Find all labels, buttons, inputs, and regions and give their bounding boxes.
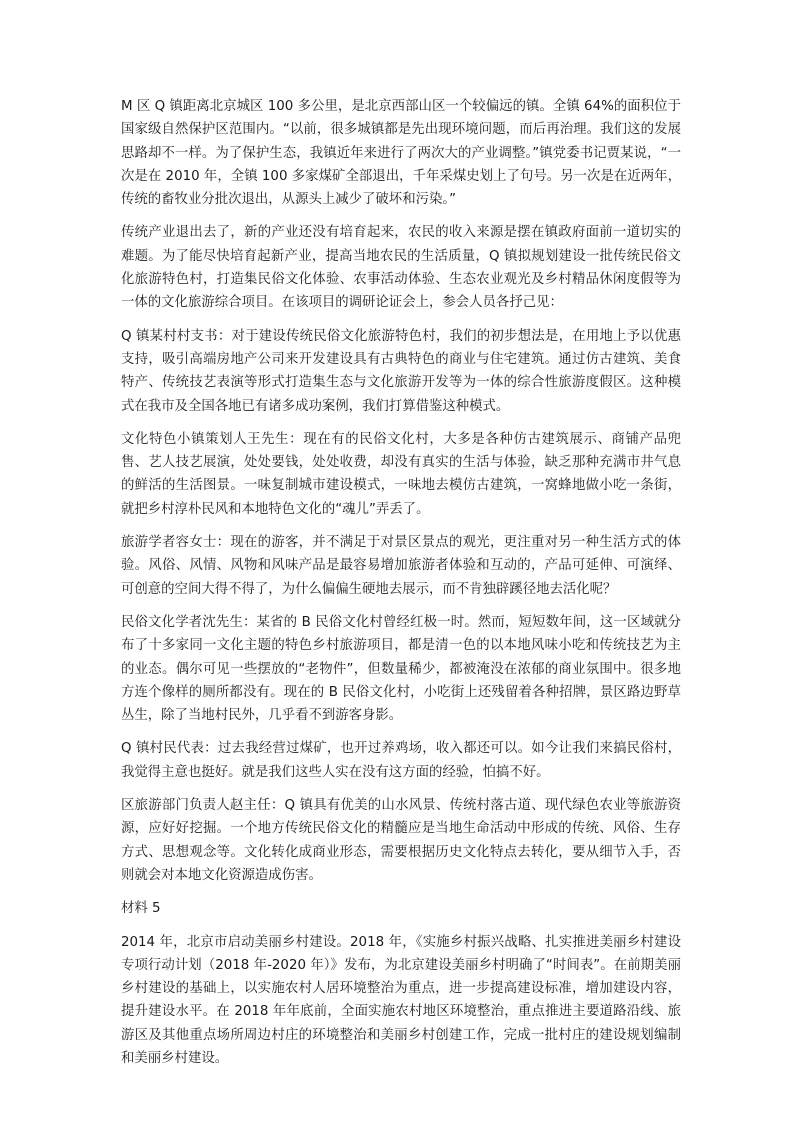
paragraph-villager-representative: Q 镇村民代表：过去我经营过煤矿，也开过养鸡场，收入都还可以。如今让我们来搞民俗村，我觉得主意也挺好。就是我们这些人实在没有这方面的经验，怕搞不好。	[121, 741, 681, 780]
paragraph-director-zhao: 区旅游部门负责人赵主任：Q 镇具有优美的山水风景、传统村落古道、现代绿色农业等旅游资源，应好好挖掘。一个地方传统民俗文化的精髓应是当地生命活动中形成的传统、风俗、生存方式、思想观念等。文化转化成商业形态，需要根据历史文化特点去转化，要从细节入手，否则就会对本地文化资源造成伤害。	[121, 798, 681, 883]
paragraph-industry-transition: 传统产业退出去了，新的产业还没有培育起来，农民的收入来源是摆在镇政府面前一道切实的难题。为了能尽快培育起新产业，提高当地农民的生活质量，Q 镇拟规划建设一批传统民俗文化旅游特色村，打造集民俗文化体验、农事活动体验、生态农业观光及乡村精品休闲度假等为一体的文化旅游综合项目。在该项目的调研论证会上，参会人员各抒己见：	[121, 225, 681, 311]
paragraph-q-town-intro: M 区 Q 镇距离北京城区 100 多公里，是北京西部山区一个较偏远的镇。全镇 64%的面积位于国家级自然保护区范围内。“以前，很多城镇都是先出现环境问题，而后再治理。我们这的发展思路却不一样。为了保护生态，我镇近年来进行了两次大的产业调整。”镇党委书记贾某说，“一次是在 2010 年，全镇 100 多家煤矿全部退出，千年采煤史划上了句号。另一次是在近两年，传统的畜牧业分批次退出，从源头上减少了破坏和污染。”	[121, 99, 681, 208]
paragraph-beautiful-village: 2014 年，北京市启动美丽乡村建设。2018 年，《实施乡村振兴战略、扎实推进美丽乡村建设专项行动计划（2018 年-2020 年）》发布，为北京建设美丽乡村明确了“时间表”。在前期美丽乡村建设的基础上，以实施农村人居环境整治为重点，进一步提高建设标准，增加建设内容，提升建设水平。在 2018 年年底前，全面实施农村地区环境整治，重点推进主要道路沿线、旅游区及其他重点场所周边村庄的环境整治和美丽乡村创建工作，完成一批村庄的建设规划编制和美丽乡村建设。	[121, 934, 681, 1066]
paragraph-scholar-shen: 民俗文化学者沈先生：某省的 B 民俗文化村曾经红极一时。然而，短短数年间，这一区域就分布了十多家同一文化主题的特色乡村旅游项目，都是清一色的以本地风味小吃和传统技艺为主的业态。偶尔可见一些摆放的“老物件”，但数量稀少，都被淹没在浓郁的商业氛围中。很多地方连个像样的厕所都没有。现在的 B 民俗文化村，小吃街上还残留着各种招牌，景区路边野草丛生，除了当地村民外，几乎看不到游客身影。	[121, 614, 681, 724]
paragraph-village-secretary: Q 镇某村村支书：对于建设传统民俗文化旅游特色村，我们的初步想法是，在用地上予以优惠支持，吸引高端房地产公司来开发建设具有古典特色的商业与住宅建筑。通过仿古建筑、美食特产、传统技艺表演等形式打造集生态与文化旅游开发等为一体的综合性旅游度假区。这种模式在我市及全国各地已有诸多成功案例，我们打算借鉴这种模式。	[121, 328, 681, 414]
document-body	[121, 95, 681, 1080]
paragraph-scholar-rong: 旅游学者容女士：现在的游客，并不满足于对景区景点的观光，更注重对另一种生活方式的体验。风俗、风情、风物和风味产品是最容易增加旅游者体验和互动的，产品可延伸、可演绎、可创意的空间大得不得了，为什么偏偏生硬地去展示，而不肯独辟蹊径地去活化呢？	[121, 535, 681, 597]
paragraph-planner-wang: 文化特色小镇策划人王先生：现在有的民俗文化村，大多是各种仿古建筑展示、商铺产品兜售、艺人技艺展演，处处要钱，处处收费，却没有真实的生活与体验，缺乏那种充满市井气息的鲜活的生活图景。一味复制城市建设模式，一味地去模仿古建筑，一窝蜂地做小吃一条街，就把乡村淳朴民风和本地特色文化的“魂儿”弄丢了。	[121, 431, 681, 517]
material-heading: 材料 5	[121, 901, 161, 917]
